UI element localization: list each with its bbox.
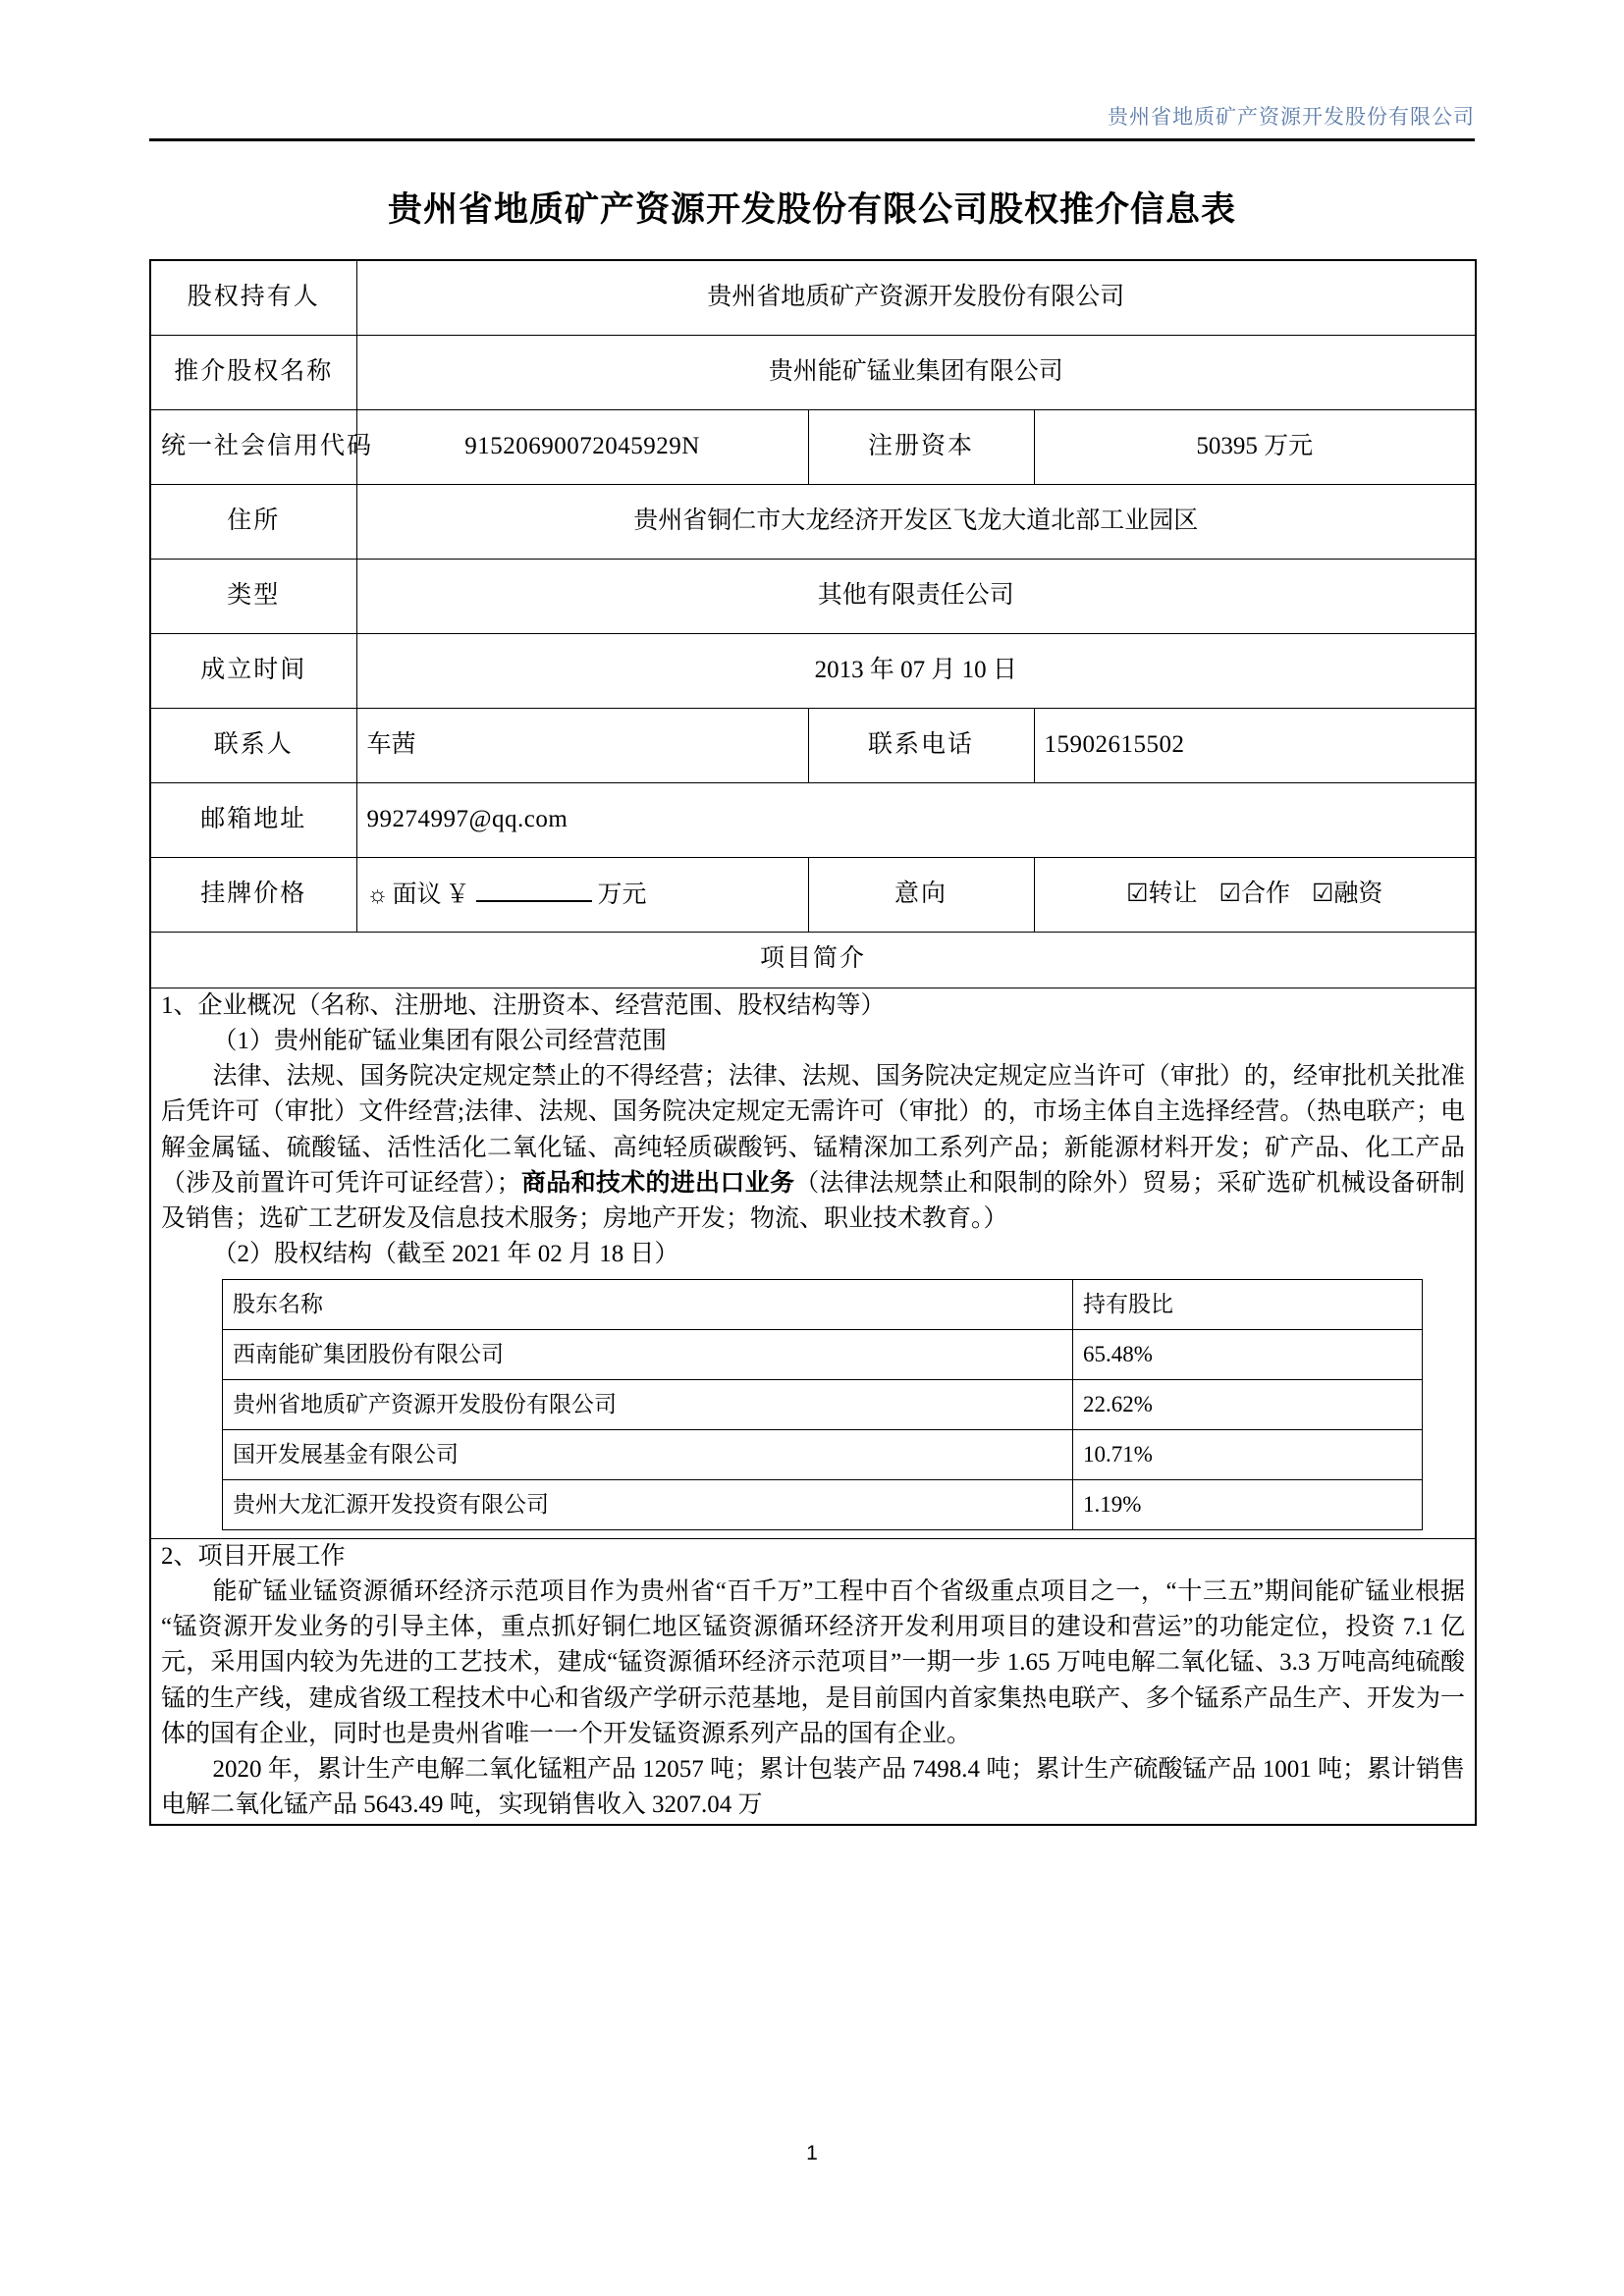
phone-value: 15902615502	[1034, 708, 1476, 782]
intent-option-cooperation[interactable]	[1219, 877, 1290, 912]
shareholder-pct: 10.71%	[1073, 1429, 1423, 1479]
section2-paragraph-2: 2020 年，累计生产电解二氧化锰粗产品 12057 吨；累计包装产品 7498.4 吨；累计生产硫酸锰产品 1001 吨；累计销售电解二氧化锰产品 5643.49 吨，实现销售收入 3207.04 万	[161, 1756, 1466, 1819]
section2-title: 2、项目开展工作	[161, 1542, 346, 1570]
intent-option-transfer[interactable]	[1126, 877, 1197, 912]
type-value: 其他有限责任公司	[356, 559, 1476, 633]
found-time-label: 成立时间	[150, 633, 356, 708]
running-header-text: 贵州省地质矿产资源开发股份有限公司	[1108, 105, 1475, 129]
price-unit-label: 万元	[597, 881, 647, 908]
holder-label: 股权持有人	[150, 260, 356, 335]
shareholder-pct: 22.62%	[1073, 1379, 1423, 1429]
price-negotiable-label: 面议	[392, 881, 442, 908]
intent-option-transfer-label: 转让	[1148, 880, 1198, 907]
shareholder-name: 西南能矿集团股份有限公司	[223, 1329, 1073, 1379]
type-label: 类型	[150, 559, 356, 633]
email-label: 邮箱地址	[150, 782, 356, 857]
found-time-value: 2013 年 07 月 10 日	[356, 633, 1476, 708]
checkbox-checked-icon: ☑	[1126, 880, 1149, 907]
equity-name-value: 贵州能矿锰业集团有限公司	[356, 335, 1476, 409]
table-row-holder	[150, 260, 1476, 335]
scope-part-1: 法律、法规、国务院决定规定禁止的不得经营；法律、法规、国务院决定规定应当许可（审批）的，经审批机关批准后凭许可（审批）文件经营;法律、法规、国务院决定规定无需许可（审批）的，市场主体自主选择经营。（热电联产；电解金属锰、硫酸锰、活性活化二氧化锰、高纯轻质碳酸钙、锰精深加工系列产品；新能源材料开发；矿产品、化工产品（涉及前置许可凭许可证经营）；	[161, 1063, 1466, 1197]
project-brief-section2	[150, 1538, 1476, 1825]
table-row-equity-name	[150, 335, 1476, 409]
intent-value-cell	[1034, 857, 1476, 932]
section1-sub2-title: （2）股权结构（截至 2021 年 02 月 18 日）	[212, 1241, 679, 1268]
address-label: 住所	[150, 484, 356, 559]
shareholder-name-header: 股东名称	[223, 1279, 1073, 1329]
price-label: 挂牌价格	[150, 857, 356, 932]
scope-part-2: （法律法规禁止和限制的除外）贸易；采矿选矿机械设备研制及销售；选矿工艺研发及信息技术服务；房地产开发；物流、职业技术教育。）	[161, 1169, 1465, 1232]
table-row	[223, 1329, 1423, 1379]
contact-label: 联系人	[150, 708, 356, 782]
price-currency-symbol: ￥	[445, 881, 470, 908]
table-row	[223, 1379, 1423, 1429]
holder-value: 贵州省地质矿产资源开发股份有限公司	[356, 260, 1476, 335]
table-row-brief-heading	[150, 932, 1476, 988]
running-header	[149, 106, 1475, 141]
email-value: 99274997@qq.com	[356, 782, 1476, 857]
table-row	[223, 1479, 1423, 1529]
project-brief-heading: 项目简介	[150, 932, 1476, 988]
table-row-brief-section2	[150, 1538, 1476, 1825]
shareholder-pct: 65.48%	[1073, 1329, 1423, 1379]
shareholder-name: 贵州省地质矿产资源开发股份有限公司	[223, 1379, 1073, 1429]
page-number: 1	[806, 2142, 818, 2164]
shareholder-name: 贵州大龙汇源开发投资有限公司	[223, 1479, 1073, 1529]
equity-info-table	[149, 259, 1477, 1826]
price-value-cell	[356, 857, 808, 932]
table-row-credit-code	[150, 409, 1476, 484]
scope-bold-phrase: 商品和技术的进出口业务	[520, 1169, 795, 1197]
contact-value: 车茜	[356, 708, 808, 782]
address-value: 贵州省铜仁市大龙经济开发区飞龙大道北部工业园区	[356, 484, 1476, 559]
section1-business-scope	[161, 1059, 1465, 1237]
table-row-type	[150, 559, 1476, 633]
reg-capital-value: 50395 万元	[1034, 409, 1476, 484]
shareholder-header-row	[223, 1279, 1423, 1329]
shareholder-pct: 1.19%	[1073, 1479, 1423, 1529]
section1-title: 1、企业概况（名称、注册地、注册资本、经营范围、股权结构等）	[161, 991, 886, 1019]
table-row-brief-section1	[150, 988, 1476, 1538]
shareholder-pct-header: 持有股比	[1073, 1279, 1423, 1329]
equity-name-label: 推介股权名称	[150, 335, 356, 409]
page-title: 贵州省地质矿产资源开发股份有限公司股权推介信息表	[387, 190, 1236, 229]
checkbox-checked-icon: ☑	[1311, 880, 1334, 907]
intent-option-cooperation-label: 合作	[1240, 880, 1290, 907]
price-blank-field[interactable]	[476, 876, 592, 902]
section1-sub1-title: （1）贵州能矿锰业集团有限公司经营范围	[212, 1027, 668, 1054]
project-brief-section1	[150, 988, 1476, 1538]
sun-icon: ☼	[366, 881, 389, 908]
intent-option-financing-label: 融资	[1333, 880, 1383, 907]
intent-label: 意向	[808, 857, 1034, 932]
credit-code-value: 91520690072045929N	[356, 409, 808, 484]
phone-label: 联系电话	[808, 708, 1034, 782]
intent-option-financing[interactable]	[1312, 877, 1382, 912]
table-row-price-intent	[150, 857, 1476, 932]
shareholder-name: 国开发展基金有限公司	[223, 1429, 1073, 1479]
table-row-email	[150, 782, 1476, 857]
header-rule	[149, 138, 1475, 141]
credit-code-label-text: 统一社会信用代码	[161, 432, 374, 459]
table-row	[223, 1429, 1423, 1479]
table-row-found-time	[150, 633, 1476, 708]
section2-paragraph-1: 能矿锰业锰资源循环经济示范项目作为贵州省“百千万”工程中百个省级重点项目之一，“十三五”期间能矿锰业根据“锰资源开发业务的引导主体，重点抓好铜仁地区锰资源循环经济开发利用项目的建设和营运”的功能定位，投资 7.1 亿元，采用国内较为先进的工艺技术，建成“锰资源循环经济示范项目”一期一步 1.65 万吨电解二氧化锰、3.3 万吨高纯硫酸锰的生产线，建成省级工程技术中心和省级产学研示范基地，是目前国内首家集热电联产、多个锰系产品生产、开发为一体的国有企业，同时也是贵州省唯一一个开发锰资源系列产品的国有企业。	[161, 1577, 1466, 1747]
reg-capital-label: 注册资本	[808, 409, 1034, 484]
shareholder-structure-table	[222, 1279, 1423, 1530]
table-row-address	[150, 484, 1476, 559]
credit-code-label	[150, 409, 374, 484]
checkbox-checked-icon: ☑	[1218, 880, 1241, 907]
table-row-contact	[150, 708, 1476, 782]
